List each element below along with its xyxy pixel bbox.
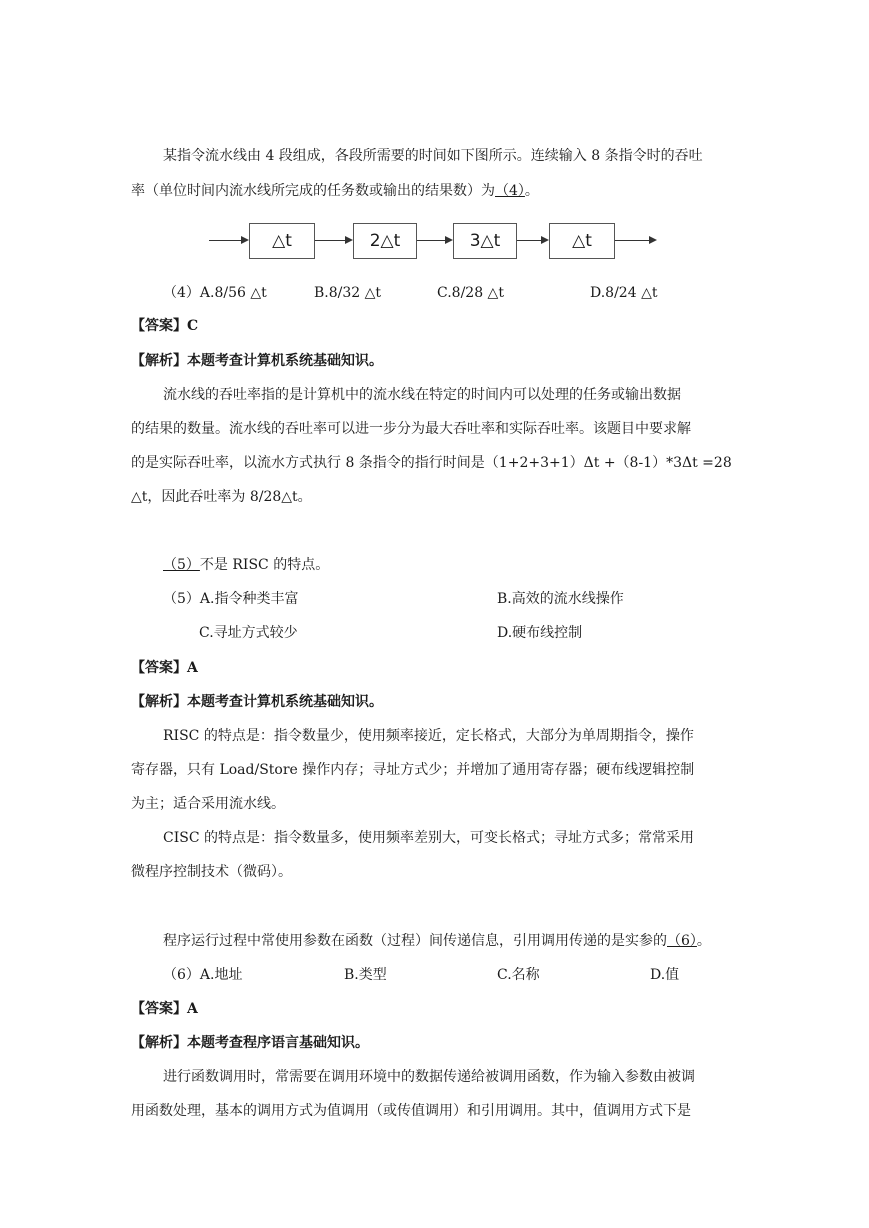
q4-stem-suffix: 。 — [524, 183, 539, 199]
q6-stem-prefix: 程序运行过程中常使用参数在函数（过程）间传递信息，引用调用传递的是实参的 — [163, 933, 667, 949]
q4-stem-line2 — [131, 181, 741, 201]
q4-answer — [131, 316, 741, 336]
q4-option-d: D.8/24 △t — [590, 285, 658, 301]
pipeline-arrow-out — [615, 240, 649, 241]
q6-option-c: C.名称 — [497, 967, 540, 983]
q4-analysis-line-1: 流水线的吞吐率指的是计算机中的流水线在特定的时间内可以处理的任务或输出数据 — [163, 387, 681, 403]
q6-analysis-line-1: 进行函数调用时，常需要在调用环境中的数据传递给被调用函数，作为输入参数由被调 — [163, 1069, 695, 1085]
q4-analysis-line-2: 的结果的数量。流水线的吞吐率可以进一步分为最大吞吐率和实际吞吐率。该题目中要求解 — [131, 421, 691, 437]
pipeline-arrowhead-out — [649, 236, 657, 244]
q5-analysis-line-3: 为主；适合采用流水线。 — [131, 796, 285, 812]
pipeline-arrowhead-in — [241, 236, 249, 244]
q4-option-b: B.8/32 △t — [314, 285, 382, 301]
q4-answer-label: 【答案】 — [131, 318, 187, 334]
q5-analysis-label: 【解析】 — [131, 694, 187, 710]
q4-analysis-line-3: 的是实际吞吐率，以流水方式执行 8 条指令的指行时间是（1+2+3+1）Δt +（8-1）*3Δt =28 — [131, 455, 732, 471]
q6-analysis-heading — [131, 1033, 741, 1053]
q6-analysis-line-2: 用函数处理，基本的调用方式为值调用（或传值调用）和引用调用。其中，值调用方式下是 — [131, 1103, 691, 1119]
q5-answer-label: 【答案】 — [131, 660, 187, 676]
q5-answer-value: A — [187, 660, 198, 676]
pipeline-stage-4: △t — [549, 223, 615, 259]
q6-analysis-title: 本题考查程序语言基础知识。 — [187, 1035, 369, 1051]
q4-analysis-title: 本题考查计算机系统基础知识。 — [187, 353, 383, 369]
q4-analysis-label: 【解析】 — [131, 353, 187, 369]
q6-stem-suffix: 。 — [696, 933, 711, 949]
q4-option-c: C.8/28 △t — [437, 285, 504, 301]
q5-option-a: （5）A.指令种类丰富 — [163, 591, 299, 607]
q6-stem — [163, 931, 773, 951]
pipeline-arrowhead-2-3 — [445, 236, 453, 244]
pipeline-arrow-1-2 — [315, 240, 345, 241]
q5-analysis-line-1: RISC 的特点是：指令数量少，使用频率接近，定长格式，大部分为单周期指令，操作 — [163, 728, 694, 744]
pipeline-stage-1: △t — [249, 223, 315, 259]
q6-option-a: （6）A.地址 — [163, 967, 243, 983]
pipeline-stage-2: 2△t — [353, 223, 417, 259]
q6-answer-label: 【答案】 — [131, 1001, 187, 1017]
q5-option-b: B.高效的流水线操作 — [497, 591, 624, 607]
q5-answer — [131, 658, 741, 678]
pipeline-arrow-3-4 — [517, 240, 541, 241]
q6-analysis-label: 【解析】 — [131, 1035, 187, 1051]
q5-analysis-line-2: 寄存器，只有 Load/Store 操作内存；寻址方式少；并增加了通用寄存器；硬布线逻辑控制 — [131, 762, 695, 778]
q5-analysis-title: 本题考查计算机系统基础知识。 — [187, 694, 383, 710]
q5-blank: （5） — [163, 557, 200, 573]
q4-analysis-heading — [131, 351, 741, 371]
pipeline-diagram — [209, 223, 659, 263]
q5-option-d: D.硬布线控制 — [497, 625, 583, 641]
q5-option-c: C.寻址方式较少 — [199, 625, 298, 641]
pipeline-arrow-in — [209, 240, 241, 241]
q4-analysis-line-4: △t，因此吞吐率为 8/28△t。 — [131, 489, 312, 505]
q6-option-d: D.值 — [650, 967, 680, 983]
q6-answer — [131, 999, 741, 1019]
pipeline-arrow-2-3 — [417, 240, 445, 241]
q5-stem — [163, 555, 773, 575]
q5-stem-text: 不是 RISC 的特点。 — [199, 557, 330, 573]
q5-analysis-heading — [131, 692, 741, 712]
pipeline-arrowhead-3-4 — [541, 236, 549, 244]
q4-stem-prefix: 率（单位时间内流水线所完成的任务数或输出的结果数）为 — [131, 183, 495, 199]
q4-answer-value: C — [187, 318, 199, 334]
q4-option-a: （4）A.8/56 △t — [163, 285, 267, 301]
pipeline-stage-3: 3△t — [453, 223, 517, 259]
q4-stem-line1: 某指令流水线由 4 段组成，各段所需要的时间如下图所示。连续输入 8 条指令时的吞吐 — [163, 148, 703, 164]
q6-option-b: B.类型 — [344, 967, 387, 983]
q6-blank: （6） — [667, 933, 697, 949]
q4-blank: （4） — [495, 183, 525, 199]
q5-analysis-line-5: 微程序控制技术（微码）。 — [131, 864, 292, 880]
q6-answer-value: A — [187, 1001, 198, 1017]
q5-analysis-line-4: CISC 的特点是：指令数量多，使用频率差别大，可变长格式；寻址方式多；常常采用 — [163, 830, 694, 846]
pipeline-arrowhead-1-2 — [345, 236, 353, 244]
